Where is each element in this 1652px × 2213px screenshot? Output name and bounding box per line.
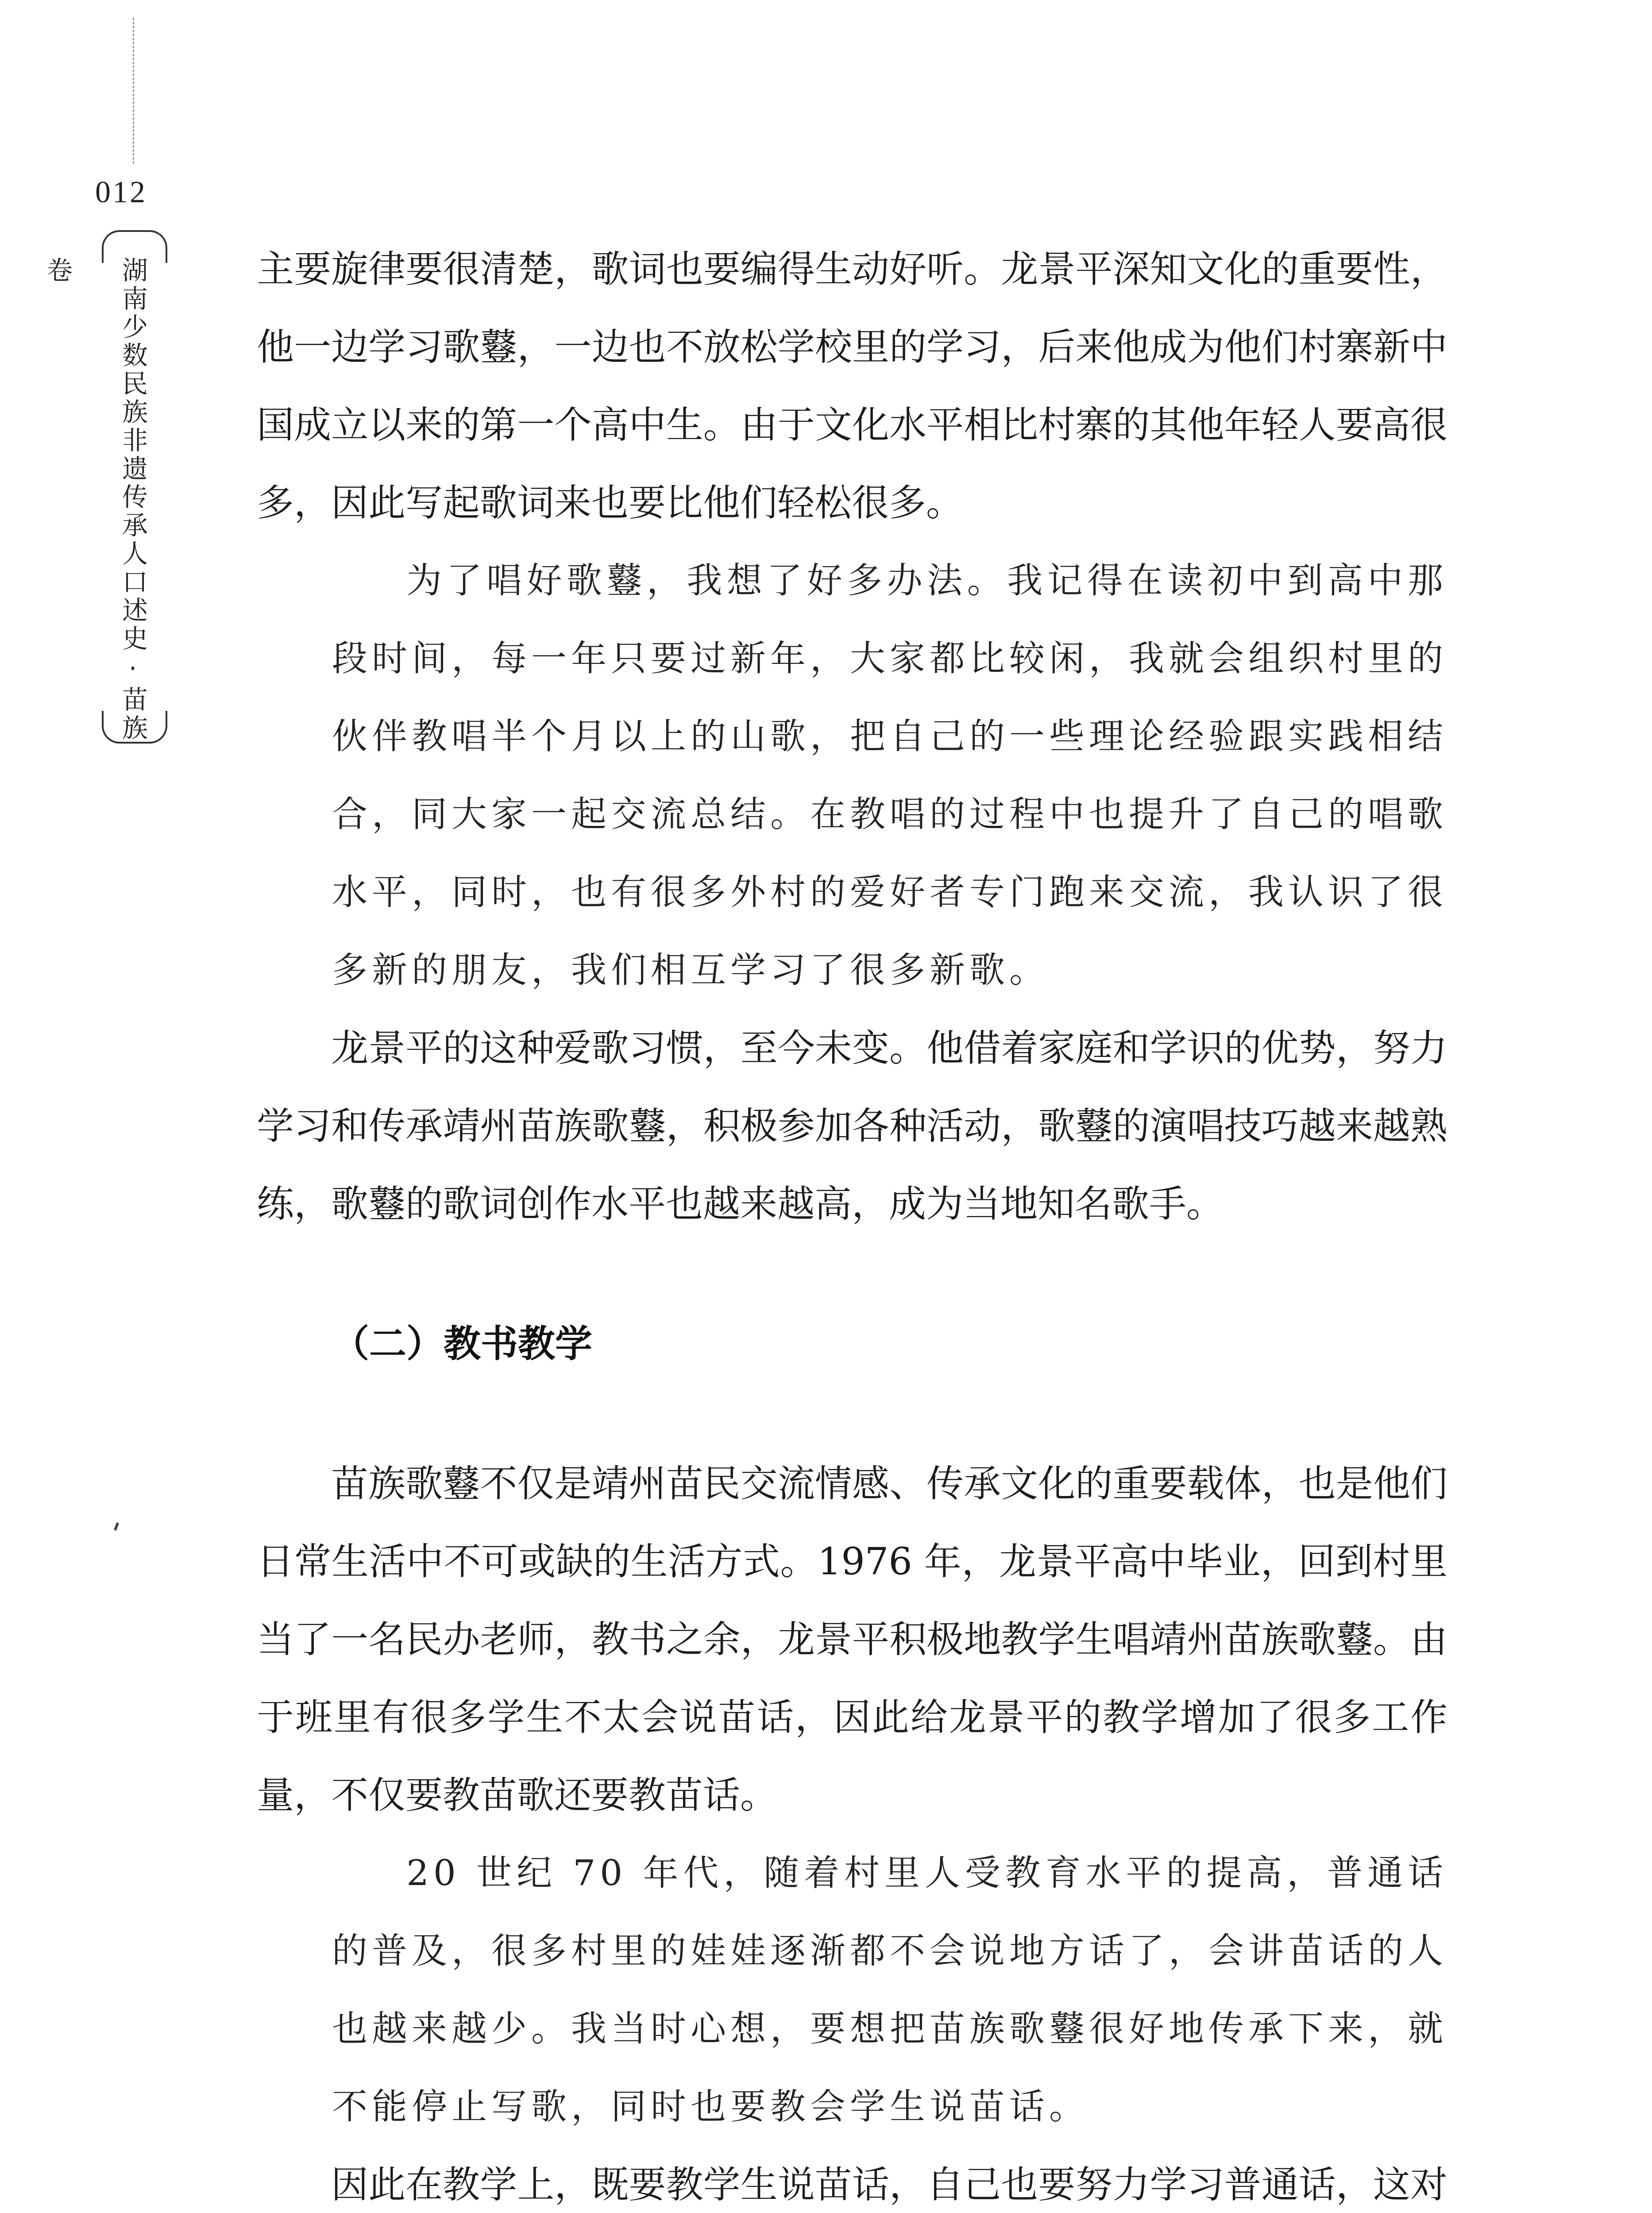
paragraph: 龙景平的这种爱歌习惯，至今未变。他借着家庭和学识的优势，努力学习和传承靖州苗族歌鼟，积极参加各种活动，歌鼟的演唱技巧越来越熟练，歌鼟的歌词创作水平也越来越高，成为当地知名歌手。 xyxy=(257,1026,1447,1226)
paragraph: 因此在教学上，既要教学生说苗话，自己也要努力学习普通话，这对 xyxy=(331,2163,1447,2206)
running-head-bracket-bottom xyxy=(102,711,167,744)
section-heading: （二）教书教学 xyxy=(332,1322,593,1365)
running-head-text: 湖南少数民族非遗传承人口述史·苗族卷 xyxy=(42,257,148,743)
paragraph: 苗族歌鼟不仅是靖州苗民交流情感、传承文化的重要载体，也是他们日常生活中不可或缺的生活方式。1976 年，龙景平高中毕业，回到村里当了一名民办老师，教书之余，龙景平积极地教学生唱靖州苗族歌鼟。由于班里有很多学生不太会说苗话，因此给龙景平的教学增加了很多工作量，不仅要教苗歌还要教苗话。 xyxy=(257,1462,1447,1817)
paragraph: 主要旋律要很清楚，歌词也要编得生动好听。龙景平深知文化的重要性，他一边学习歌鼟，一边也不放松学校里的学习，后来他成为他们村寨新中国成立以来的第一个高中生。由于文化水平相比村寨的其他年轻人要高很多，因此写起歌词来也要比他们轻松很多。 xyxy=(257,247,1447,524)
body-text xyxy=(257,230,1447,2213)
interview-quote: 20 世纪 70 年代，随着村里人受教育水平的提高，普通话的普及，很多村里的娃娃逐渐都不会说地方话了，会讲苗话的人也越来越少。我当时心想，要想把苗族歌鼟很好地传承下来，就不能停止写歌，同时也要教会学生说苗话。 xyxy=(332,1852,1447,2127)
page-number: 012 xyxy=(95,175,147,209)
interview-quote: 为了唱好歌鼟，我想了好多办法。我记得在读初中到高中那段时间，每一年只要过新年，大家都比较闲，我就会组织村里的伙伴教唱半个月以上的山歌，把自己的一些理论经验跟实践相结合，同大家一起交流总结。在教唱的过程中也提升了自己的唱歌水平，同时，也有很多外村的爱好者专门跑来交流，我认识了很多新的朋友，我们相互学习了很多新歌。 xyxy=(332,560,1447,991)
margin-mark xyxy=(114,1523,119,1531)
margin-rule-top xyxy=(133,18,134,164)
running-head xyxy=(42,230,170,744)
